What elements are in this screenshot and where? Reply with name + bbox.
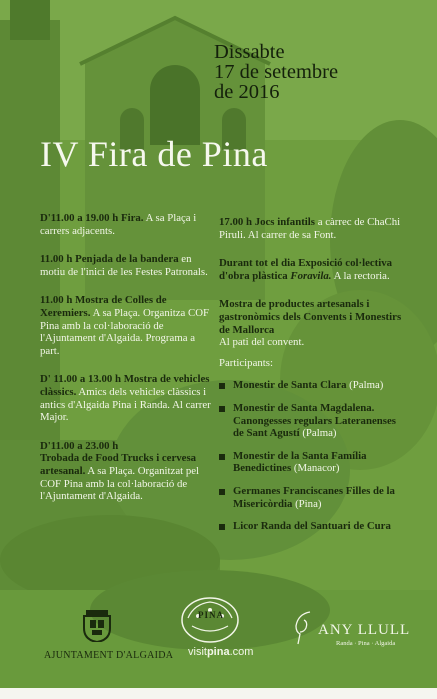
event-highlight: Mostra de Colles de Xeremiers. (40, 294, 167, 319)
visit-prefix: visit (188, 646, 207, 658)
event-text: A la rectoria. (333, 269, 390, 282)
footer-logos (0, 588, 437, 699)
participant-place: (Pina) (295, 497, 322, 510)
participant-place: (Palma) (349, 379, 384, 392)
program-item-xeremiers (40, 294, 212, 357)
participants-label: Participants: (219, 356, 273, 369)
program-item-food-trucks (40, 440, 212, 503)
program-item-vehicles (40, 373, 212, 423)
event-highlight: Mostra de productes artesanals i gastronòmics dels Convents i Monestirs de Mallorca (219, 298, 402, 336)
list-item (219, 520, 409, 533)
program-item-bandera (40, 253, 212, 278)
ajuntament-logo-text: AJUNTAMENT D'ALGAIDA (44, 650, 174, 661)
event-highlight: Exposició col·lectiva d'obra plàstica (219, 257, 393, 282)
left-program-column (40, 212, 212, 519)
date-month: 17 de setembre (214, 61, 339, 83)
event-text: A sa Plaça. Organitza COF Pina amb la col·laboració de l'Ajuntament d'Algaida. Programa a part. (40, 306, 210, 357)
event-highlight: Mostra de vehicles clàssics. (40, 373, 210, 398)
list-item (219, 450, 409, 475)
event-highlight: Trobada de Food Trucks i cervesa artesanal. (40, 452, 197, 477)
event-highlight: Jocs infantils (254, 216, 315, 228)
participant-place: (Manacor) (293, 462, 340, 475)
event-text: Al pati del convent. (219, 336, 305, 349)
bottom-border (0, 688, 437, 699)
event-highlight: Penjada de la bandera (75, 253, 179, 266)
event-time: D' 11.00 a 13.00 h (40, 373, 121, 386)
list-item (219, 485, 409, 510)
event-text: en motiu de l'inici de les Festes Patronals. (40, 253, 208, 278)
participant-name: Monestir de la Santa Família Benedictines (233, 449, 367, 475)
event-text: a càrrec de ChaChi Piruli. Al carrer de sa Font. (219, 216, 401, 241)
participant-name: Monestir de Santa Clara (233, 379, 347, 392)
visit-suffix: .com (229, 646, 254, 658)
visit-pina-link[interactable] (188, 646, 253, 658)
event-time: 17.00 h (219, 216, 252, 228)
participant-name: Monestir de Santa Magdalena. Canongesses regulars Lateranenses de Sant Agustí (233, 401, 396, 440)
any-llull-face-icon[interactable] (292, 610, 318, 646)
list-item (219, 379, 409, 392)
program-item-fira (40, 212, 212, 237)
event-text: A sa Plaça i carrers adjacents. (40, 212, 197, 237)
page-title: IV Fira de Pina (40, 134, 268, 174)
bullet-square-icon (219, 524, 225, 530)
participant-place: (Palma) (302, 427, 337, 440)
date-year: de 2016 (214, 81, 280, 103)
visit-bold: pina (206, 646, 230, 658)
any-llull-subtitle: Randa · Pina · Algaida (336, 640, 396, 647)
date-day: Dissabte (214, 41, 285, 63)
right-program-column (219, 216, 409, 543)
event-time: D'11.00 a 23.00 h (40, 439, 119, 452)
program-item-mostra-productes (219, 298, 409, 348)
participants-list (219, 379, 409, 532)
any-llull-logo-text: ANY LLULL (318, 622, 411, 638)
event-time: 11.00 h (40, 253, 73, 266)
event-text: A sa Plaça. Organitzat pel COF Pina amb la col·laboració de l'Ajuntament d'Algaida. (40, 464, 200, 503)
event-date (214, 42, 338, 102)
ajuntament-crest-icon[interactable] (80, 608, 114, 642)
event-time: 11.00 h (40, 294, 73, 307)
list-item (219, 402, 409, 440)
pina-logo-text: PINA (198, 610, 224, 620)
bullet-square-icon (219, 383, 225, 389)
bullet-square-icon (219, 489, 225, 495)
event-time: D'11.00 a 19.00 h (40, 212, 119, 224)
program-item-jocs (219, 216, 409, 241)
event-highlight: Fira. (121, 212, 144, 224)
bullet-square-icon (219, 454, 225, 460)
participant-name: Germanes Franciscanes Filles de la Misericòrdia (233, 484, 395, 510)
bullet-square-icon (219, 406, 225, 412)
event-text: Amics dels vehicles clàssics i antics d'Algaida Pina i Randa. Al carrer Major. (40, 385, 211, 424)
event-time: Durant tot el dia (219, 257, 296, 270)
program-item-exposicio (219, 257, 409, 282)
event-highlight-italic: Foravila. (290, 269, 332, 282)
participant-name: Licor Randa del Santuari de Cura (233, 520, 391, 533)
